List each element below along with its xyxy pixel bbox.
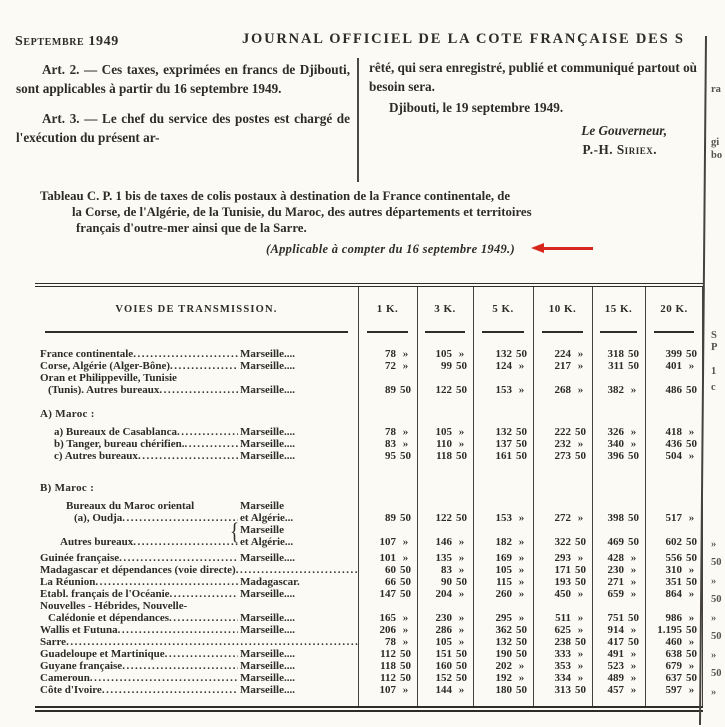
tariff-value: 137 50 (495, 438, 527, 450)
tariff-value: 511 » (555, 612, 584, 624)
tariff-value: 340 » (607, 438, 637, 450)
tariff-value: 398 50 (607, 512, 639, 524)
tariff-value: 457 » (607, 684, 637, 696)
column-header-weight: 5 K. (492, 303, 514, 315)
edge-text-fragment: » (711, 650, 717, 661)
edge-text-fragment: 50 (711, 557, 722, 568)
tariff-value: 118 50 (436, 450, 467, 462)
route-name: Sarre ..... (35, 636, 358, 648)
via-route: { Marseille et Algérie... (230, 519, 294, 548)
route-name: Cameroun ..... (35, 672, 238, 684)
table-row (35, 684, 703, 696)
tariff-value: 286 » (435, 624, 465, 636)
via-route: Madagascar. (240, 576, 300, 588)
route-name: B) Maroc : (40, 482, 95, 494)
tariff-value: 333 » (554, 648, 584, 660)
route-name: Corse, Algérie (Alger-Bône) ..... (35, 360, 238, 372)
arrow-tail (542, 247, 593, 250)
tariff-value: 182 » (495, 536, 525, 548)
route-name: a) Bureaux de Casablanca ..... (35, 426, 238, 438)
via-route: Marseille.... (240, 648, 295, 660)
tariff-value: 318 50 (607, 348, 639, 360)
signature-name: P.-H. Siriex. (582, 142, 657, 157)
tariff-value: 625 » (554, 624, 584, 636)
via-route: Marseille.... (240, 660, 295, 672)
tariff-value: 190 50 (495, 648, 527, 660)
dot-leader (122, 512, 238, 524)
tariff-value: 144 » (435, 684, 465, 696)
table-row (35, 564, 703, 576)
tariff-value: 504 » (665, 450, 695, 462)
column-header-weight: 10 K. (548, 303, 577, 315)
table-row (35, 624, 703, 636)
dot-leader (90, 672, 238, 684)
route-name: Wallis et Futuna ..... (35, 624, 238, 636)
via-route: Marseille.... (240, 450, 295, 462)
tariff-value: 151 50 (435, 648, 467, 660)
column-header-weight: 20 K. (660, 303, 688, 315)
tariff-value: 224 » (554, 348, 584, 360)
table-section-row (35, 408, 703, 420)
tariff-value: 293 » (554, 552, 584, 564)
via-route: Marseille.... (240, 684, 295, 696)
tariff-value: 428 » (607, 552, 637, 564)
tariff-value: 523 » (607, 660, 637, 672)
tariff-value: 115 » (496, 576, 525, 588)
article-3-paragraph: Art. 3. — Le chef du service des postes est chargé de l'exécution du présent ar- (16, 111, 350, 145)
dot-leader (119, 552, 238, 564)
dot-leader (118, 624, 238, 636)
table-row (35, 519, 703, 548)
edge-text-fragment: » (711, 613, 717, 624)
tariff-value: 469 50 (607, 536, 639, 548)
tariff-value: 78 » (385, 636, 409, 648)
tariff-value: 556 50 (665, 552, 697, 564)
dot-leader (170, 588, 238, 600)
applicable-note: (Applicable à compter du 16 septembre 1949.) (266, 242, 515, 256)
route-name: Côte d'Ivoire ..... (35, 684, 238, 696)
tariff-value: 232 » (554, 438, 584, 450)
edge-text-fragment: c (711, 382, 716, 393)
route-name: A) Maroc : (40, 408, 95, 420)
table-row (35, 426, 703, 438)
tariff-value: 99 50 (441, 360, 467, 372)
dot-leader (159, 384, 238, 396)
tariff-value: 146 » (435, 536, 465, 548)
route-name: Bureaux du Maroc oriental (a), Oudja ..... (35, 500, 238, 524)
dot-leader (185, 438, 239, 450)
route-name: France continentale ..... (35, 348, 238, 360)
tariff-value: 272 » (554, 512, 584, 524)
edge-text-fragment: 50 (711, 594, 722, 605)
column-header-voies: VOIES DE TRANSMISSION. (115, 303, 278, 315)
tariff-value: 110 » (436, 438, 465, 450)
route-name: La Réunion ..... (35, 576, 238, 588)
edge-text-fragment: gi (711, 137, 720, 148)
tariff-value: 165 » (379, 612, 409, 624)
tariff-value: 202 » (495, 660, 525, 672)
journal-masthead: JOURNAL OFFICIEL DE LA COTE FRANÇAISE DES S (242, 31, 685, 47)
edge-text-fragment: ra (711, 84, 721, 95)
dot-leader (133, 536, 238, 548)
dot-leader (66, 636, 358, 648)
via-route: Marseille.... (240, 588, 295, 600)
tariff-value: 637 50 (665, 672, 697, 684)
via-route: Marseille.... (240, 384, 295, 396)
via-route: Marseille.... (240, 672, 295, 684)
route-name: Guadeloupe et Martinique ..... (35, 648, 238, 660)
route-name: c) Autres bureaux ..... (35, 450, 238, 462)
tariff-value: 60 50 (385, 564, 411, 576)
table-header-row (35, 287, 703, 331)
dot-leader (122, 660, 238, 672)
tariff-value: 659 » (607, 588, 637, 600)
tariff-value: 417 50 (607, 636, 639, 648)
table-row (35, 648, 703, 660)
tariff-value: 132 50 (495, 426, 527, 438)
table-column-rule (473, 287, 474, 706)
table-row (35, 576, 703, 588)
tariff-value: 1.195 50 (657, 624, 697, 636)
tariff-value: 334 » (554, 672, 584, 684)
dot-leader (177, 426, 238, 438)
tariff-value: 491 » (607, 648, 637, 660)
table-column-rule (645, 287, 646, 706)
dot-leader (165, 648, 238, 660)
tariff-value: 217 » (554, 360, 584, 372)
tariff-value: 864 » (665, 588, 695, 600)
tariff-value: 313 50 (554, 684, 586, 696)
tariff-value: 90 50 (441, 576, 467, 588)
issue-date: Septembre 1949 (15, 34, 119, 49)
tariff-value: 95 50 (385, 450, 411, 462)
tariff-value: 322 50 (554, 536, 586, 548)
table-row (35, 636, 703, 648)
table-row (35, 500, 703, 524)
postal-tax-table (35, 283, 703, 712)
table-row (35, 438, 703, 450)
tariff-value: 238 50 (554, 636, 586, 648)
tariff-value: 489 » (607, 672, 637, 684)
tariff-value: 602 50 (665, 536, 697, 548)
article-2-paragraph: Art. 2. — Ces taxes, exprimées en francs de Djibouti, sont applicables à partir du 16 septembre 1949. (16, 62, 350, 96)
column-header-weight: 15 K. (604, 303, 633, 315)
tariff-value: 268 » (554, 384, 584, 396)
dot-leader (133, 348, 238, 360)
table-row (35, 552, 703, 564)
edge-text-fragment: S (711, 330, 717, 341)
caption-line: français d'outre-mer ainsi que de la Sarre. (76, 220, 307, 235)
tariff-value: 107 » (379, 536, 409, 548)
tariff-value: 401 » (665, 360, 695, 372)
tariff-value: 101 » (379, 552, 409, 564)
tariff-value: 486 50 (665, 384, 697, 396)
tariff-value: 192 » (495, 672, 525, 684)
edge-text-fragment: » (711, 576, 717, 587)
tariff-value: 89 50 (385, 384, 411, 396)
tariff-value: 105 » (495, 564, 525, 576)
tariff-value: 122 50 (435, 384, 467, 396)
tariff-value: 436 50 (665, 438, 697, 450)
tariff-value: 78 » (385, 348, 409, 360)
tariff-value: 147 50 (379, 588, 411, 600)
edge-text-fragment: 50 (711, 631, 722, 642)
tariff-value: 122 50 (435, 512, 467, 524)
table-row (35, 660, 703, 672)
tariff-value: 105 » (435, 636, 465, 648)
tariff-value: 107 » (379, 684, 409, 696)
dot-leader (95, 576, 238, 588)
dateline: Djibouti, le 19 septembre 1949. (389, 100, 564, 115)
tariff-value: 83 » (385, 438, 409, 450)
tariff-value: 206 » (379, 624, 409, 636)
edge-text-fragment: P (711, 342, 718, 353)
table-row (35, 600, 703, 624)
caption-line: Tableau C. P. 1 bis de taxes de colis postaux à destination de la France continentale, de (40, 189, 511, 203)
route-name: Guinée française ..... (35, 552, 238, 564)
tariff-value: 382 » (607, 384, 637, 396)
tariff-value: 78 » (385, 426, 409, 438)
via-route: Marseille.... (240, 612, 295, 624)
via-route: Marseille.... (240, 552, 295, 564)
dot-leader (138, 450, 238, 462)
tariff-value: 161 50 (495, 450, 527, 462)
tariff-value: 180 50 (495, 684, 527, 696)
tariff-value: 132 50 (495, 636, 527, 648)
dot-leader (102, 684, 238, 696)
tariff-value: 986 » (665, 612, 695, 624)
tariff-value: 396 50 (607, 450, 639, 462)
tariff-value: 193 50 (554, 576, 586, 588)
tariff-value: 399 50 (665, 348, 697, 360)
edge-text-fragment: » (711, 687, 717, 698)
route-name: Madagascar et dépendances (voie directe) ..... (35, 564, 358, 576)
tariff-value: 260 » (495, 588, 525, 600)
tariff-value: 204 » (435, 588, 465, 600)
tariff-value: 273 50 (554, 450, 586, 462)
tariff-value: 310 » (665, 564, 695, 576)
dot-leader (236, 564, 358, 576)
tariff-value: 311 50 (608, 360, 639, 372)
edge-text-fragment: » (711, 539, 717, 550)
table-column-rule (592, 287, 593, 706)
column-header-weight: 1 K. (376, 303, 399, 315)
tariff-value: 353 » (554, 660, 584, 672)
route-name: b) Tanger, bureau chérifien. ..... (35, 438, 238, 450)
table-row (35, 588, 703, 600)
edge-text-fragment: 1 (711, 366, 717, 377)
tariff-value: 230 » (607, 564, 637, 576)
table-row (35, 348, 703, 360)
tariff-value: 171 50 (554, 564, 586, 576)
table-section-row (35, 482, 703, 494)
tariff-value: 597 » (665, 684, 695, 696)
annotation-arrow-icon (531, 243, 597, 255)
table-column-rule (358, 287, 359, 706)
article-3-continuation: rêté, qui sera enregistré, publié et communiqué partout où besoin sera. (369, 60, 697, 94)
route-name: Etabl. français de l'Océanie ..... (35, 588, 238, 600)
via-route: Marseille.... (240, 624, 295, 636)
tariff-value: 124 » (495, 360, 525, 372)
via-route: Marseille et Algérie... (240, 500, 294, 524)
route-name: Nouvelles - Hébrides, Nouvelle- Calédonie et dépendances ..... (35, 600, 238, 624)
tariff-value: 679 » (665, 660, 695, 672)
table-caption (0, 189, 720, 236)
tariff-value: 105 » (435, 426, 465, 438)
table-row (35, 372, 703, 396)
signature-title: Le Gouverneur, (581, 123, 667, 138)
tariff-value: 112 50 (380, 648, 411, 660)
tariff-value: 460 » (665, 636, 695, 648)
tariff-value: 135 » (435, 552, 465, 564)
tariff-value: 326 » (607, 426, 637, 438)
tariff-value: 83 » (441, 564, 465, 576)
table-column-rule (533, 287, 534, 706)
tariff-value: 112 50 (380, 672, 411, 684)
via-route: Marseille.... (240, 348, 295, 360)
table-row (35, 672, 703, 684)
via-route: Marseille.... (240, 426, 295, 438)
tariff-value: 132 50 (495, 348, 527, 360)
edge-text-fragment: bo (711, 150, 723, 161)
tariff-value: 160 50 (435, 660, 467, 672)
header-separator-rule (35, 331, 703, 336)
tariff-value: 72 » (385, 360, 409, 372)
tariff-value: 751 50 (607, 612, 639, 624)
tariff-value: 152 50 (435, 672, 467, 684)
tariff-value: 271 » (607, 576, 637, 588)
tariff-value: 517 » (665, 512, 695, 524)
tariff-value: 118 50 (380, 660, 411, 672)
column-divider-rule (357, 58, 359, 182)
column-header-weight: 3 K. (434, 303, 456, 315)
brace-glyph: { (230, 519, 240, 546)
edge-text-fragment: 50 (711, 668, 722, 679)
table-column-rule (417, 287, 418, 706)
tax-table-rows (35, 336, 703, 706)
tariff-value: 230 » (435, 612, 465, 624)
tariff-value: 153 » (495, 384, 525, 396)
tariff-value: 362 50 (495, 624, 527, 636)
tariff-value: 351 50 (665, 576, 697, 588)
dot-leader (169, 612, 238, 624)
tariff-value: 418 » (665, 426, 695, 438)
article-column-left (16, 60, 350, 158)
tariff-value: 222 50 (554, 426, 586, 438)
caption-line: la Corse, de l'Algérie, de la Tunisie, du Maroc, des autres départements et territoires (72, 204, 532, 219)
route-name: Guyane française ..... (35, 660, 238, 672)
table-row (35, 360, 703, 372)
tariff-value: 105 » (435, 348, 465, 360)
route-name: Autres bureaux ..... (35, 536, 238, 548)
tariff-value: 450 » (554, 588, 584, 600)
tariff-value: 169 » (495, 552, 525, 564)
tariff-value: 638 50 (665, 648, 697, 660)
tariff-value: 153 » (495, 512, 525, 524)
via-route: Marseille.... (240, 360, 295, 372)
table-row (35, 450, 703, 462)
tariff-value: 89 50 (385, 512, 411, 524)
via-route: Marseille.... (240, 438, 295, 450)
route-name: Oran et Philippeville, Tunisie (Tunis). Autres bureaux ..... (35, 372, 238, 396)
tariff-value: 66 50 (385, 576, 411, 588)
tariff-value: 295 » (495, 612, 525, 624)
dot-leader (170, 360, 238, 372)
tariff-value: 914 » (607, 624, 637, 636)
article-column-right (369, 58, 697, 159)
